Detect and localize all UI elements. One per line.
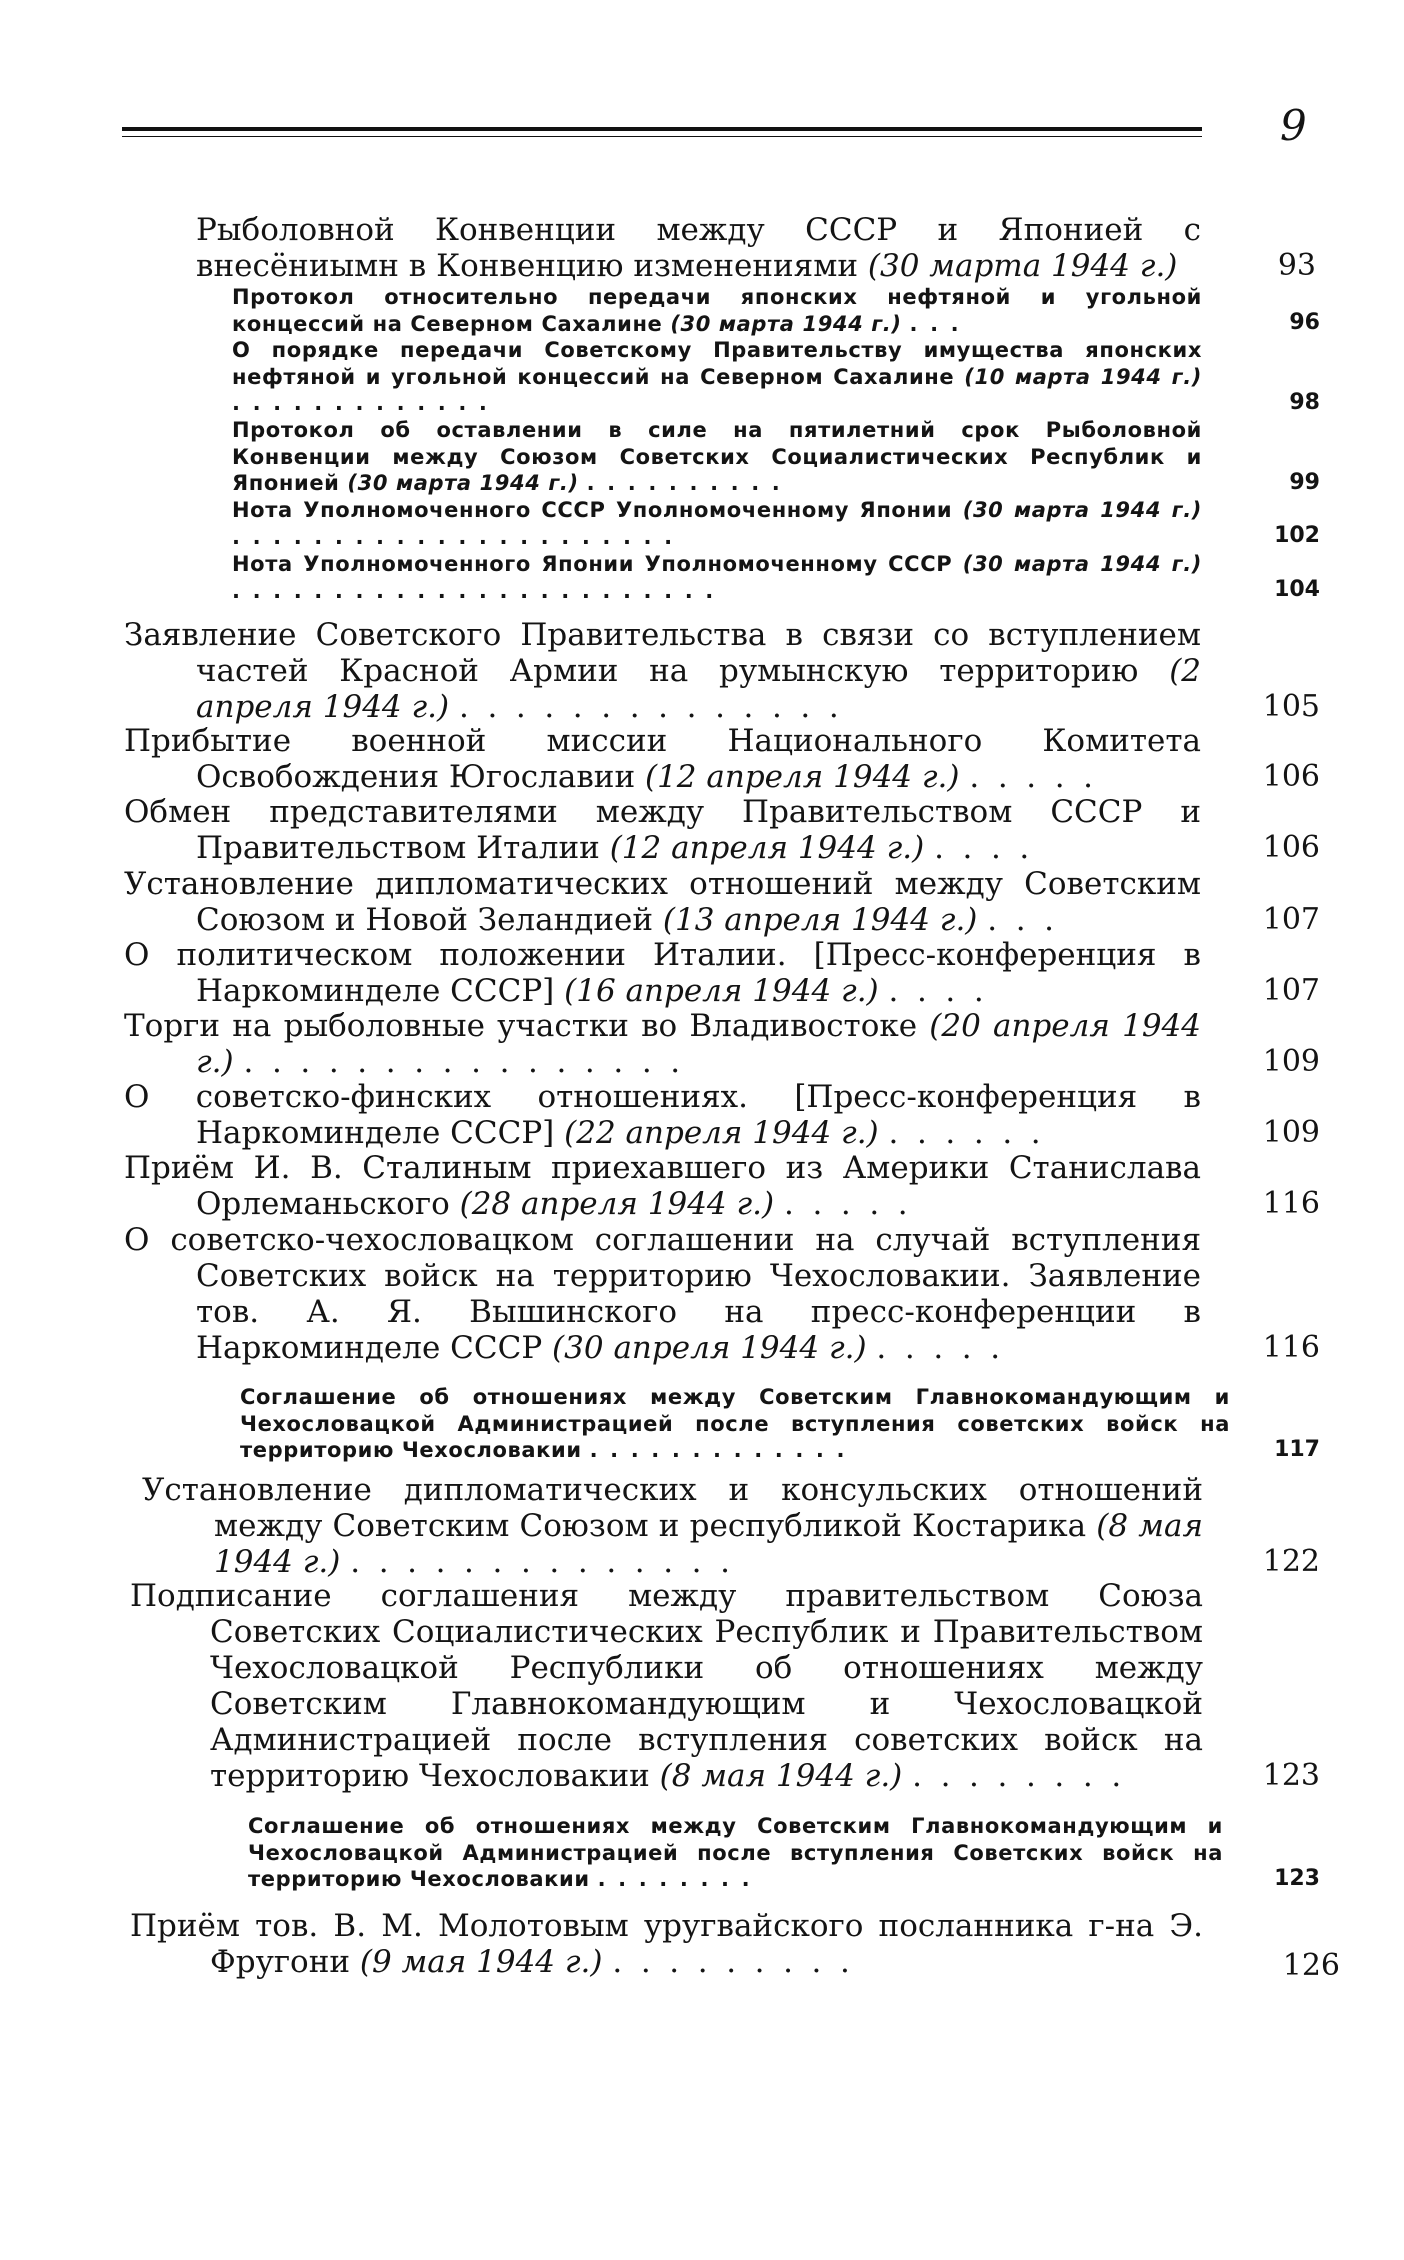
- entry-date: (12 апреля 1944 г.): [644, 759, 960, 795]
- entry-page: 106: [1262, 830, 1320, 865]
- entry-page: 96: [1289, 310, 1320, 335]
- entry-page: 109: [1262, 1044, 1320, 1079]
- toc-entry: О политическом положении Италии. [Пресс-конференция в Наркоминделе СССР] (16 апреля 1944 г.) .... 107: [124, 937, 1320, 1009]
- entry-date: (2 апреля 1944 г.): [196, 653, 1202, 725]
- entry-page: 123: [1262, 1758, 1320, 1793]
- entry-title: Нота Уполномоченного СССР Уполномоченному Японии: [232, 498, 953, 522]
- toc-entry-sub: Нота Уполномоченного Японии Уполномоченному СССР (30 марта 1944 г.) ........................ 104: [232, 552, 1320, 603]
- entry-page: 116: [1262, 1186, 1320, 1221]
- entry-date: (28 апреля 1944 г.): [459, 1186, 775, 1222]
- entry-date: (30 марта 1944 г.): [867, 248, 1178, 284]
- toc-entry: Заявление Советского Правительства в связи со вступлением частей Красной Армии на румынскую территорию (2 апреля 1944 г.) .............. 105: [124, 617, 1320, 725]
- entry-title: О политическом положении Италии. [Пресс-конференция в Наркоминделе СССР]: [124, 937, 1201, 1009]
- toc-entry-sub: Соглашение об отношениях между Советским Главнокомандующим и Чехословацкой Администрацией после вступления советских войск на территорию Чехословакии ............. 117: [240, 1385, 1320, 1462]
- toc-entry: [196, 212, 1316, 284]
- entry-date: (30 марта 1944 г.): [347, 471, 579, 495]
- entry-title: Протокол об оставлении в силе на пятилетний срок Рыболовной Конвенции между Союзом Советских Социалистических Республик и Японией: [232, 418, 1202, 495]
- entry-title: Приём тов. В. М. Молотовым уругвайского посланника г-на Э. Фругони: [130, 1908, 1203, 1980]
- entry-page: 126: [1282, 1948, 1340, 1983]
- entry-date: (30 апреля 1944 г.): [552, 1330, 867, 1366]
- entry-title: О советско-финских отношениях. [Пресс-конференция в Наркоминделе СССР]: [124, 1079, 1201, 1151]
- page-number: 9: [1280, 101, 1307, 150]
- entry-title: О советско-чехословацком соглашении на случай вступления Советских войск на территорию Чехословакии. Заявление тов. А. Я. Вышинского на пресс-конференции в Наркоминделе СССР: [124, 1222, 1201, 1366]
- toc-entry: Установление дипломатических отношений между Советским Союзом и Новой Зеландией (13 апреля 1944 г.) ... 107: [124, 866, 1320, 938]
- entry-title: О порядке передачи Советскому Правительству имущества японских нефтяной и угольной концессий на Северном Сахалине: [232, 338, 1202, 389]
- entry-date: (20 апреля 1944 г.): [196, 1008, 1201, 1080]
- entry-page: 105: [1262, 689, 1320, 724]
- entry-page: 122: [1262, 1544, 1320, 1579]
- entry-date: (22 апреля 1944 г.): [564, 1115, 879, 1151]
- entry-date: (8 мая 1944 г.): [659, 1758, 903, 1794]
- toc-entry-sub: О порядке передачи Советскому Правительству имущества японских нефтяной и угольной концессий на Северном Сахалине (10 марта 1944 г.) ............. 98: [232, 338, 1320, 415]
- entry-date: (8 мая 1944 г.): [214, 1508, 1203, 1580]
- toc-entry: О советско-чехословацком соглашении на случай вступления Советских войск на территорию Чехословакии. Заявление тов. А. Я. Вышинского на пресс-конференции в Наркоминделе СССР (30 апреля 1944 г.) ..... 116: [124, 1222, 1320, 1366]
- toc-entry: Подписание соглашения между правительством Союза Советских Социалистических Республик и Правительством Чехословацкой Республики об отношениях между Советским Главнокомандующим и Чехословацкой Администрацией после вступления советских войск на территорию Чехословакии (8 мая 1944 г.) ........ 123: [130, 1578, 1320, 1794]
- entry-title: Соглашение об отношениях между Советским Главнокомандующим и Чехословацкой Администрацией после вступления Советских войск на территорию Чехословакии: [248, 1814, 1223, 1891]
- header-rule-thin: [122, 136, 1202, 137]
- entry-date: (12 апреля 1944 г.): [609, 830, 925, 866]
- entry-page: 123: [1274, 1866, 1320, 1891]
- entry-page: 104: [1274, 577, 1320, 602]
- entry-page: 98: [1289, 390, 1320, 415]
- toc-entry: Обмен представителями между Правительством СССР и Правительством Италии (12 апреля 1944 г.) .... 106: [124, 794, 1320, 866]
- entry-date: (30 марта 1944 г.): [962, 498, 1202, 522]
- entry-page: 116: [1262, 1330, 1320, 1365]
- toc-entry: Торги на рыболовные участки во Владивостоке (20 апреля 1944 г.) ................ 109: [124, 1008, 1320, 1080]
- toc-entry-sub: Протокол относительно передачи японских нефтяной и угольной концессий на Северном Сахалине (30 марта 1944 г.) ... 96: [232, 285, 1320, 336]
- toc-entry-sub: Соглашение об отношениях между Советским Главнокомандующим и Чехословацкой Администрацией после вступления Советских войск на территорию Чехословакии ........ 123: [248, 1814, 1320, 1891]
- entry-page: 93: [1277, 248, 1316, 283]
- entry-title: Приём И. В. Сталиным приехавшего из Америки Станислава Орлеманьского: [124, 1150, 1201, 1222]
- entry-title: Установление дипломатических и консульских отношений между Советским Союзом и республикой Костарика: [142, 1472, 1203, 1544]
- entry-page: 107: [1262, 902, 1320, 937]
- entry-date: (10 марта 1944 г.): [964, 364, 1202, 389]
- entry-title: Подписание соглашения между правительством Союза Советских Социалистических Республик и Правительством Чехословацкой Республики об отношениях между Советским Главнокомандующим и Чехословацкой Администрацией после вступления советских войск на территорию Чехословакии: [130, 1578, 1203, 1794]
- entry-page: 107: [1262, 973, 1320, 1008]
- entry-title: Прибытие военной миссии Национального Комитета Освобождения Югославии: [124, 723, 1201, 795]
- toc-entry-sub: Нота Уполномоченного СССР Уполномоченному Японии (30 марта 1944 г.) ...................... 102: [232, 498, 1320, 549]
- toc-entry-sub: Протокол об оставлении в силе на пятилетний срок Рыболовной Конвенции между Союзом Советских Социалистических Республик и Японией (30 марта 1944 г.) .......... 99: [232, 418, 1320, 495]
- toc-entry: Прибытие военной миссии Национального Комитета Освобождения Югославии (12 апреля 1944 г.) ..... 106: [124, 723, 1320, 795]
- entry-page: 102: [1274, 523, 1320, 548]
- entry-title: Рыболовной Конвенции между СССР и Японией с внесёниымн в Конвенцию изменениями: [196, 212, 1201, 284]
- toc-entry: О советско-финских отношениях. [Пресс-конференция в Наркоминделе СССР] (22 апреля 1944 г.) ...... 109: [124, 1079, 1320, 1151]
- entry-title: Нота Уполномоченного Японии Уполномоченному СССР: [232, 552, 953, 576]
- entry-date: (16 апреля 1944 г.): [564, 973, 879, 1009]
- entry-date: (13 апреля 1944 г.): [662, 902, 978, 938]
- entry-page: 99: [1289, 470, 1320, 495]
- entry-page: 109: [1262, 1115, 1320, 1150]
- toc-entry: Приём И. В. Сталиным приехавшего из Америки Станислава Орлеманьского (28 апреля 1944 г.) ..... 116: [124, 1150, 1320, 1222]
- header-rule: [122, 127, 1202, 131]
- entry-page: 117: [1274, 1437, 1320, 1462]
- entry-date: (9 мая 1944 г.): [359, 1944, 603, 1980]
- entry-title: Обмен представителями между Правительством СССР и Правительством Италии: [124, 794, 1201, 866]
- entry-date: (30 марта 1944 г.): [962, 552, 1202, 576]
- entry-title: Соглашение об отношениях между Советским Главнокомандующим и Чехословацкой Администрацией после вступления советских войск на территорию Чехословакии: [240, 1385, 1230, 1462]
- entry-title: Установление дипломатических отношений между Советским Союзом и Новой Зеландией: [124, 866, 1201, 938]
- entry-title: Заявление Советского Правительства в связи со вступлением частей Красной Армии на румынскую территорию: [124, 617, 1201, 689]
- entry-page: 106: [1262, 759, 1320, 794]
- toc-entry: Установление дипломатических и консульских отношений между Советским Союзом и республикой Костарика (8 мая 1944 г.) .............. 122: [142, 1472, 1320, 1580]
- entry-title: Протокол относительно передачи японских нефтяной и угольной концессий на Северном Сахалине: [232, 285, 1202, 336]
- entry-date: (30 марта 1944 г.): [670, 311, 902, 336]
- entry-title: Торги на рыболовные участки во Владивостоке: [124, 1008, 918, 1044]
- toc-entry: Приём тов. В. М. Молотовым уругвайского посланника г-на Э. Фругони (9 мая 1944 г.) ......... 126: [130, 1908, 1340, 1983]
